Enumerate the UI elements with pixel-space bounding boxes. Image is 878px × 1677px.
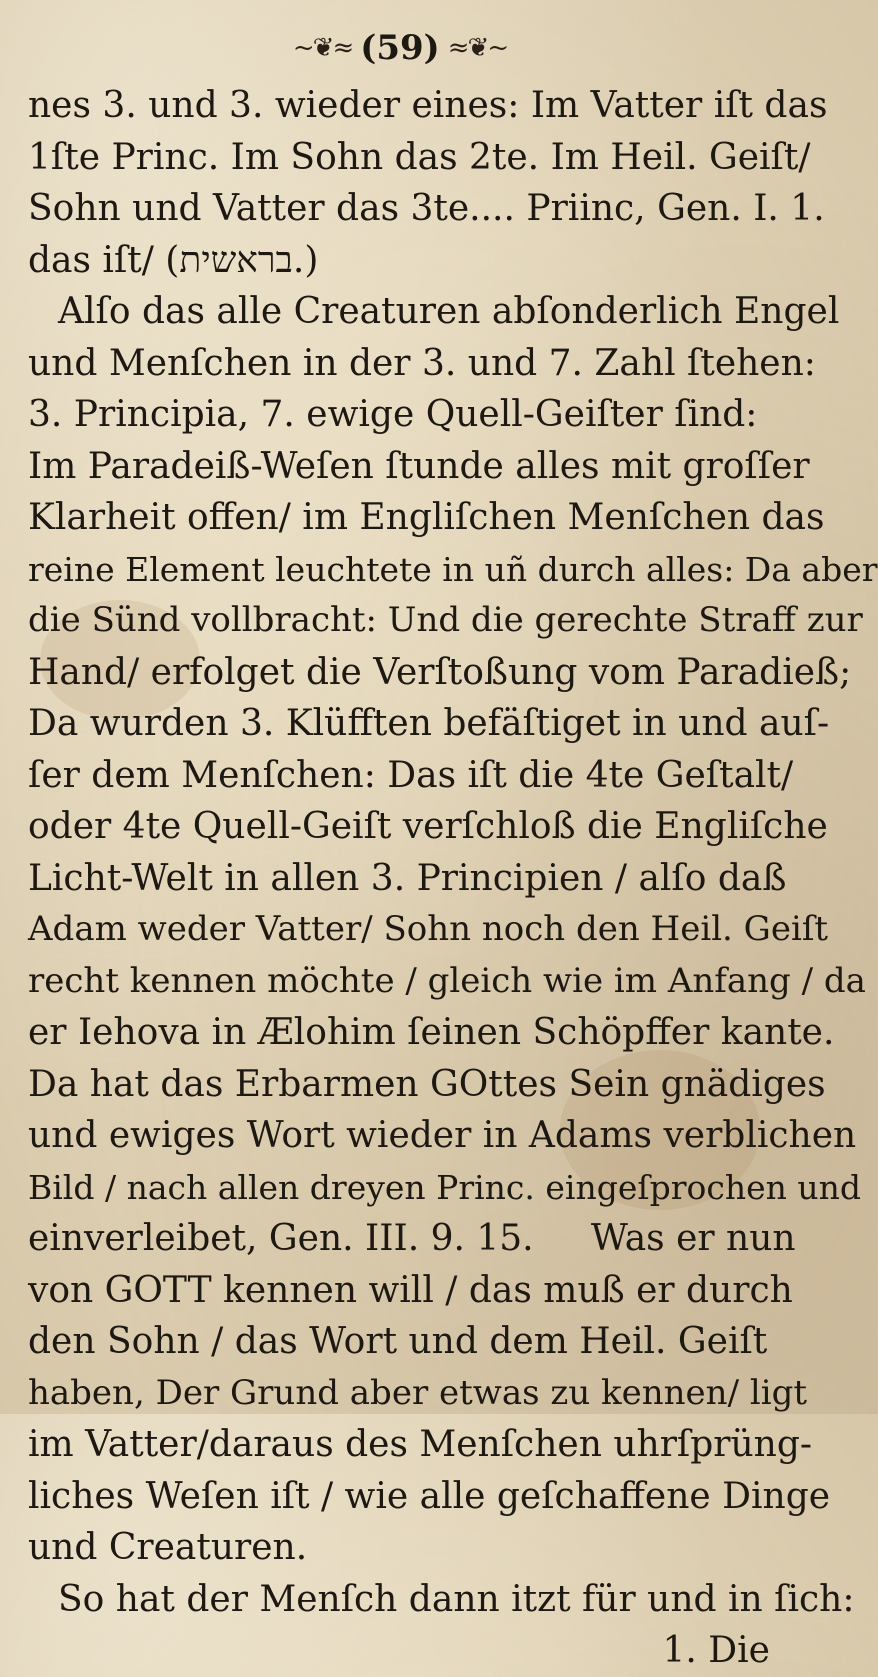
catchword: 1. Die [662,1630,770,1671]
text-line: Bild / nach allen dreyen Princ. eingeſprochen und [28,1167,861,1207]
page-header [0,28,800,68]
text-body [28,80,878,1677]
text-line: Hand/ erfolget die Verſtoßung vom Paradieß; [28,651,852,693]
text-line: ſer dem Menſchen: Das iſt die 4te Geſtalt/ [28,754,794,796]
text-line: einverleibet, Gen. III. 9. 15. Was er nun [28,1218,796,1259]
text-line: 3. Principia, 7. ewige Quell-Geiſter ſind: [28,394,758,435]
text-line: Im Paradeiß-Weſen ſtunde alles mit groſſer [28,445,810,487]
text-line: das iſt/ (בראשית.) [28,239,319,281]
ornament-left-icon: ~❦≈ [292,33,353,63]
text-line: Licht-Welt in allen 3. Principien / alſo daß [28,857,787,899]
text-line: haben, Der Grund aber etwas zu kennen/ ligt [28,1372,808,1413]
text-line: und Creaturen. [28,1527,308,1568]
text-line: 1ſte Princ. Im Sohn das 2te. Im Heil. Geiſt/ [28,136,811,178]
text-line: die Sünd vollbracht: Und die gerechte Straff zur [28,600,863,640]
text-line: und Menſchen in der 3. und 7. Zahl ſtehen: [28,342,816,384]
text-line: den Sohn / das Wort und dem Heil. Geiſt [28,1321,768,1362]
text-line: von GOTT kennen will / das muß er durch [28,1269,793,1311]
text-line: im Vatter/daraus des Menſchen uhrſprüng- [28,1424,813,1465]
text-line: Sohn und Vatter das 3te.... Priinc, Gen. I. 1. [28,188,825,229]
text-line: reine Element leuchtete in uñ durch alles: Da aber [28,549,878,589]
ornament-right-icon: ≈❦~ [447,33,508,63]
page-number: (59) [360,28,440,68]
text-line: Klarheit offen/ im Engliſchen Menſchen das [28,497,825,538]
text-line: liches Weſen iſt / wie alle geſchaffene Dinge [28,1475,831,1517]
text-line: und ewiges Wort wieder in Adams verblichen [28,1115,857,1156]
text-line: oder 4te Quell-Geiſt verſchloß die Engliſche [28,806,828,847]
text-line: er Iehova in Ælohim ſeinen Schöpffer kante. [28,1012,835,1053]
text-line: recht kennen möchte / gleich wie im Anfang / da [28,960,866,1001]
text-line: Adam weder Vatter/ Sohn noch den Heil. Geiſt [28,909,829,949]
text-line: Da wurden 3. Klüfften befäſtiget in und auſ- [28,703,830,744]
text-line: Da hat das Erbarmen GOttes Sein gnädiges [28,1063,826,1105]
text-line: nes 3. und 3. wieder eines: Im Vatter iſt das [28,85,828,126]
text-line: Alſo das alle Creaturen abſonderlich Engel [58,291,840,332]
text-line: So hat der Menſch dann itzt für und in ſich: [58,1578,855,1620]
